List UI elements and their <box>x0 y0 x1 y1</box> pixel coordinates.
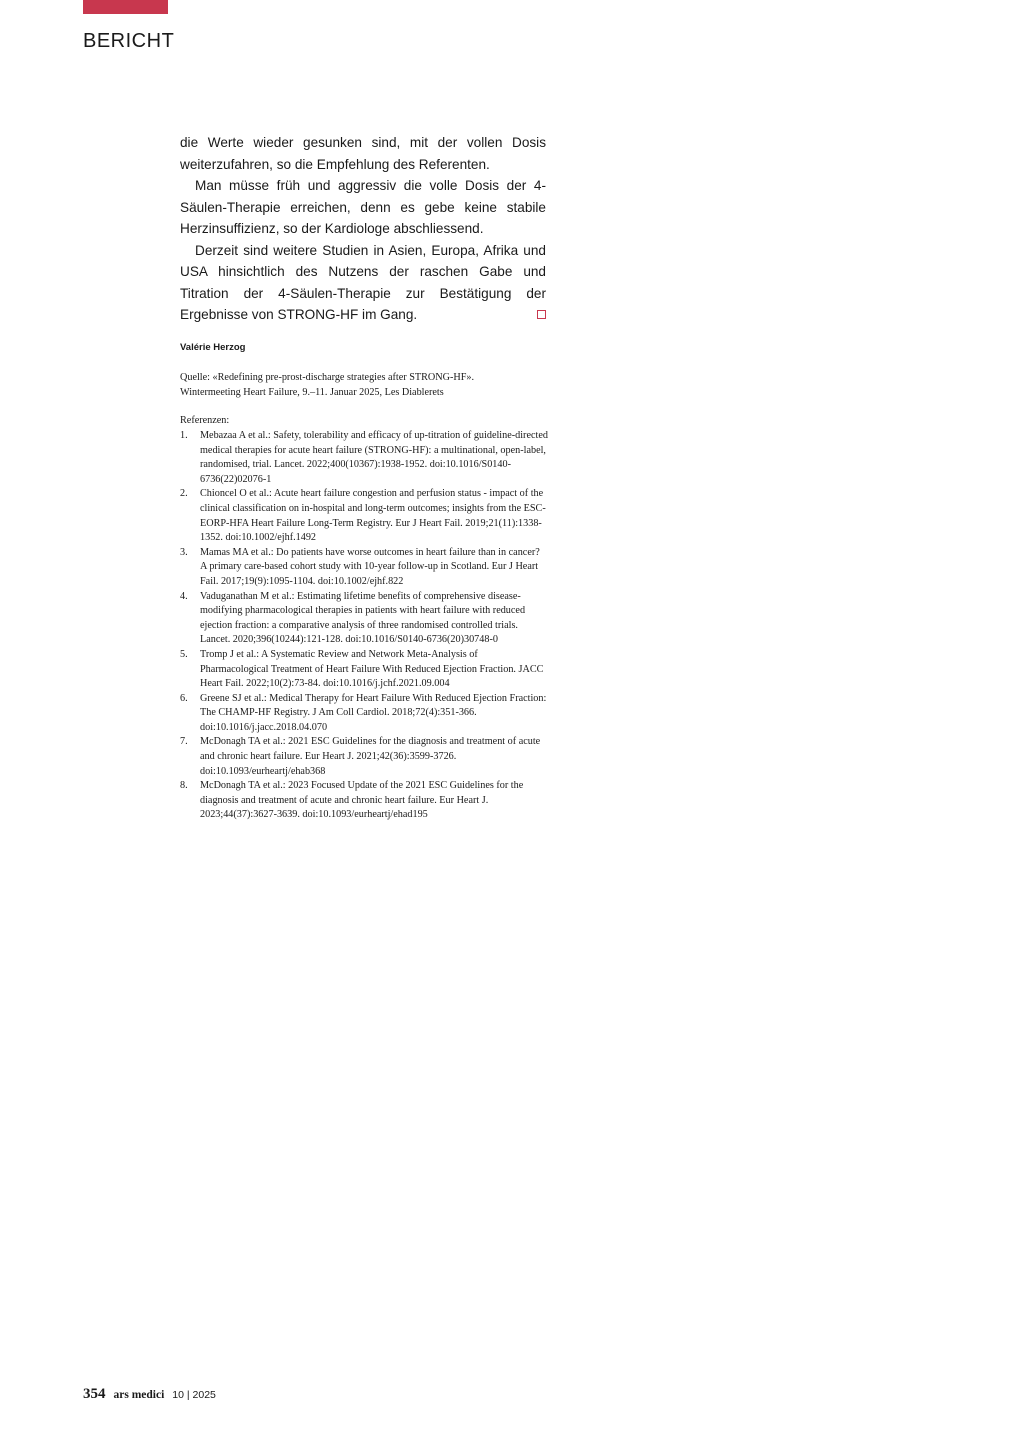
reference-item <box>180 692 548 736</box>
paragraph <box>180 240 546 326</box>
reference-number: 4. <box>180 590 188 602</box>
reference-number: 8. <box>180 780 188 792</box>
reference-number: 6. <box>180 692 188 704</box>
header-accent-bar <box>83 0 168 14</box>
reference-text: Mebazaa A et al.: Safety, tolerability and efficacy of up-titration of guideline-directed medical therapies for acute heart failure (STRONG-HF): a multinational, open-label, randomised, trial. Lancet. 2022;400(10367):1938-1952. doi:10.1016/S0140-6736(22)02076-1 <box>200 430 548 485</box>
section-label: BERICHT <box>83 30 175 52</box>
paragraph: Man müsse früh und aggressiv die volle Dosis der 4-Säulen-Therapie erreichen, denn es gebe keine stabile Herzinsuffizienz, so der Kardiologe abschliessend. <box>180 178 546 236</box>
source-line: Quelle: «Redefining pre-prost-discharge strategies after STRONG-HF». <box>180 372 475 383</box>
reference-number: 1. <box>180 430 188 441</box>
reference-number: 3. <box>180 546 188 558</box>
reference-number: 5. <box>180 648 188 660</box>
reference-text: Vaduganathan M et al.: Estimating lifetime benefits of comprehensive disease-modifying pharmacological therapies in patients with heart failure with reduced ejection fraction: a comparative analysis of three randomised controlled trials. Lancet. 2020;396(10244):121-128. doi:10.1016/S0140-6736(20)30748-0 <box>200 590 526 646</box>
article-body <box>180 132 546 326</box>
reference-text: Greene SJ et al.: Medical Therapy for Heart Failure With Reduced Ejection Fraction: The CHAMP-HF Registry. J Am Coll Cardiol. 2018;72(4):351-366. doi:10.1016/j.jacc.2018.04.070 <box>200 692 547 733</box>
reference-number: 2. <box>180 488 188 500</box>
reference-text: Mamas MA et al.: Do patients have worse outcomes in heart failure than in cancer? A primary care-based cohort study with 10-year follow-up in Scotland. Eur J Heart Fail. 2017;19(9):1095-1104. doi:10.1002/ejhf.822 <box>200 546 540 587</box>
references-heading: Referenzen: <box>180 415 230 426</box>
reference-text: Chioncel O et al.: Acute heart failure congestion and perfusion status - impact of the clinical classification on in-hospital and long-term outcomes; insights from the ESC-EORP-HFA Heart Failure Long-Term Registry. Eur J Heart Fail. 2019;21(11):1338-1352. doi:10.1002/ejhf.1492 <box>200 488 546 544</box>
paragraph-text: Derzeit sind weitere Studien in Asien, Europa, Afrika und USA hinsichtlich des Nutzens der raschen Gabe und Titration der 4-Säulen-Therapie zur Bestätigung der Ergebnisse von STRONG-HF im Gang. <box>180 242 546 322</box>
reference-item <box>180 648 548 692</box>
reference-item <box>180 590 548 648</box>
reference-text: Tromp J et al.: A Systematic Review and Network Meta-Analysis of Pharmacological Treatment of Heart Failure With Reduced Ejection Fraction. JACC Heart Fail. 2022;10(2):73-84. doi:10.1016/j.jchf.2021.09.004 <box>200 648 544 690</box>
source-note <box>180 371 560 400</box>
author-name: Valérie Herzog <box>180 342 246 353</box>
journal-name: ars medici <box>113 1389 165 1401</box>
reference-item <box>180 429 548 487</box>
issue-label: 10 | 2025 <box>172 1389 216 1401</box>
reference-item <box>180 779 548 823</box>
paragraph: die Werte wieder gesunken sind, mit der vollen Dosis weiterzufahren, so die Empfehlung des Referenten. <box>180 135 546 172</box>
end-of-article-icon <box>537 310 546 319</box>
reference-list <box>180 429 548 823</box>
reference-item <box>180 735 548 779</box>
reference-item <box>180 487 548 545</box>
reference-text: McDonagh TA et al.: 2023 Focused Update of the 2021 ESC Guidelines for the diagnosis and treatment of acute and chronic heart failure. Eur Heart J. 2023;44(37):3627-3639. doi:10.1093/eurheartj/ehad195 <box>200 780 524 821</box>
source-line: Wintermeeting Heart Failure, 9.–11. Januar 2025, Les Diablerets <box>180 386 444 398</box>
reference-text: McDonagh TA et al.: 2021 ESC Guidelines for the diagnosis and treatment of acute and chronic heart failure. Eur Heart J. 2021;42(36):3599-3726. doi:10.1093/eurheartj/ehab368 <box>200 736 541 777</box>
reference-number: 7. <box>180 736 188 748</box>
page-footer <box>83 1385 216 1403</box>
reference-item <box>180 546 548 590</box>
page-number: 354 <box>83 1386 106 1402</box>
